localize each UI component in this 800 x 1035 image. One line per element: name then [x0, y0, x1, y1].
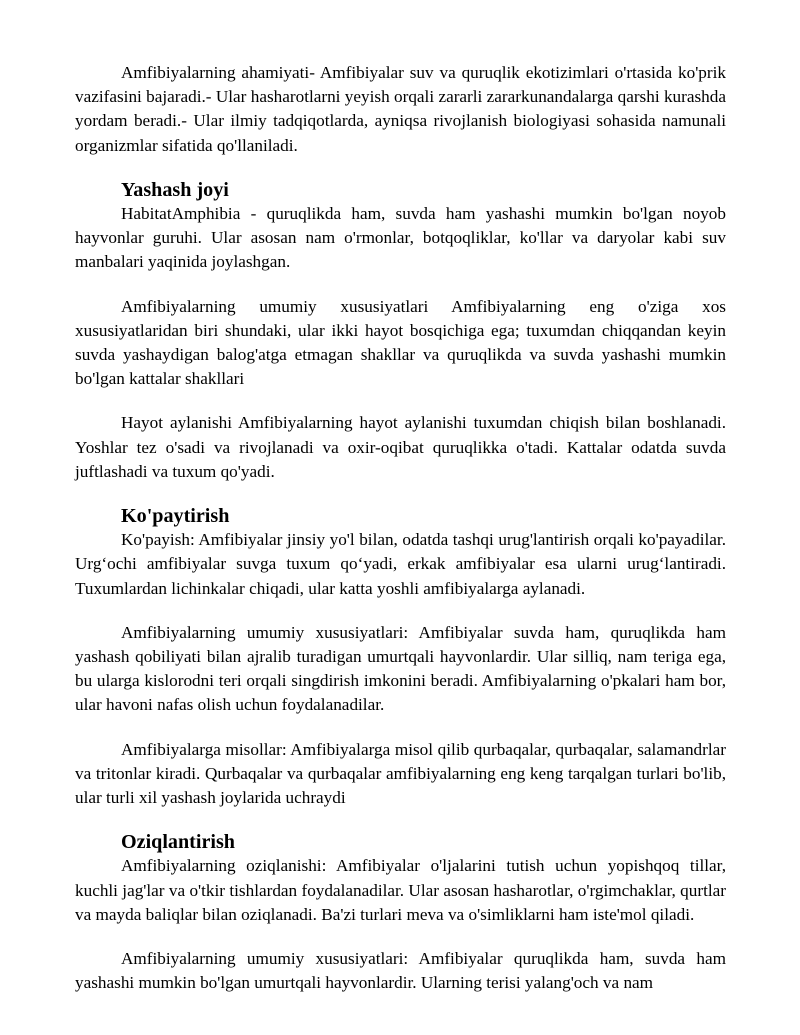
heading-feeding: Oziqlantirish: [121, 831, 235, 854]
paragraph-examples: Amfibiyalarga misollar: Amfibiyalarga misol qilib qurbaqalar, qurbaqalar, salamandrlar va tritonlar kiradi. Qurbaqalar va qurbaqalar amfibiyalarning eng keng tarqalgan turlari bo'lib, ular turli xil yashash joylarida uchraydi: [75, 739, 726, 808]
paragraph-general-features-2: Amfibiyalarning umumiy xususiyatlari: Amfibiyalar suvda ham, quruqlikda ham yashash qobiliyati bilan ajralib turadigan umurtqali hayvonlardir. Ular silliq, nam teriga ega, bu ularga kislorodni teri orqali singdirish imkonini beradi. Amfibiyalarning o'pkalari ham bor, ular havoni nafas olish uchun foydalanadilar.: [75, 622, 726, 715]
paragraph-general-features: Amfibiyalarning umumiy xususiyatlari Amfibiyalarning eng o'ziga xos xususiyatlaridan biri shundaki, ular ikki hayot bosqichiga ega; tuxumdan chiqqandan keyin suvda yashaydigan balog'atga etmagan shakllar va quruqlikda va suvda yashashi mumkin bo'lgan kattalar shakllari: [75, 296, 726, 389]
paragraph-life-cycle: Hayot aylanishi Amfibiyalarning hayot aylanishi tuxumdan chiqish bilan boshlanadi. Yoshlar tez o'sadi va rivojlanadi va oxir-oqibat quruqlikka o'tadi. Kattalar odatda suvda juftlashadi va tuxum qo'yadi.: [75, 413, 726, 481]
document-body: [75, 61, 726, 996]
paragraph-importance: Amfibiyalarning ahamiyati- Amfibiyalar suv va quruqlik ekotizimlari o'rtasida ko'prik vazifasini bajaradi.- Ular hasharotlarni yeyish orqali zararli zararkunandalarga qarshi kurashda yordam beradi.- Ular ilmiy tadqiqotlarda, ayniqsa rivojlanish biologiyasi sohasida namunali organizmlar sifatida qo'llaniladi.: [75, 63, 726, 155]
heading-reproduction: Ko'paytirish: [121, 505, 230, 528]
paragraph-feeding: Amfibiyalarning oziqlanishi: Amfibiyalar o'ljalarini tutish uchun yopishqoq tillar, kuchli jag'lar va o'tkir tishlardan foydalanadilar. Ular asosan hasharotlar, o'rgimchaklar, qurtlar va mayda baliqlar bilan oziqlanadi. Ba'zi turlari meva va o'simliklarni ham iste'mol qiladi.: [75, 856, 726, 924]
heading-habitat: Yashash joyi: [121, 178, 229, 201]
paragraph-reproduction: Ko'payish: Amfibiyalar jinsiy yo'l bilan, odatda tashqi urug'lantirish orqali ko'payadilar. Urg‘ochi amfibiyalar suvga tuxum qo‘yadi, erkak amfibiyalar esa ularni urug‘lantiradi. Tuxumlardan lichinkalar chiqadi, ular katta yoshli amfibiyalarga aylanadi.: [75, 530, 726, 598]
paragraph-habitat: HabitatAmphibia - quruqlikda ham, suvda ham yashashi mumkin bo'lgan noyob hayvonlar guruhi. Ular asosan nam o'rmonlar, botqoqliklar, ko'llar va daryolar kabi suv manbalari yaqinida joylashgan.: [75, 204, 726, 272]
paragraph-general-features-3: Amfibiyalarning umumiy xususiyatlari: Amfibiyalar quruqlikda ham, suvda ham yashashi mumkin bo'lgan umurtqali hayvonlardir. Ularning terisi yalang'och va nam: [75, 949, 726, 993]
